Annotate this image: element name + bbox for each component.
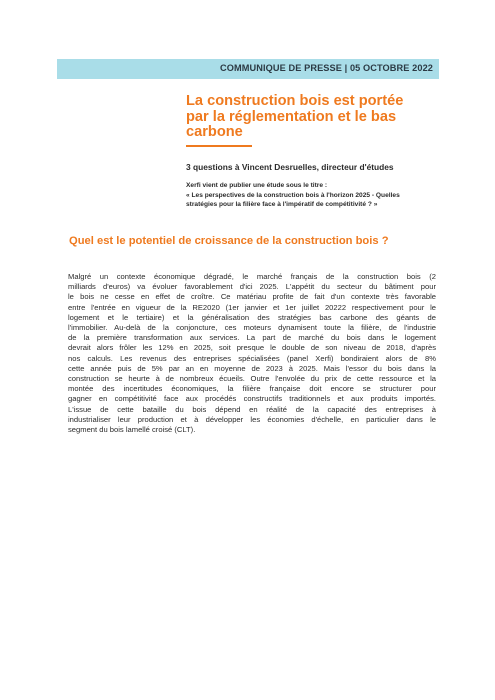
paragraph-line: industrialiser leur production et à développer les économies d'échelle, en particulier dans le bbox=[68, 414, 436, 424]
paragraph-line: L'issue de cette bataille du bois dépend en réalité de la capacité des entreprises à bbox=[68, 404, 436, 414]
paragraph-line: montée des incertitudes économiques, la filière française doit encore se structurer pour bbox=[68, 384, 436, 394]
paragraph-line: nos calculs. Les revenus des entreprises spécialisées (panel Xerfi) bondiraient alors de 8% bbox=[68, 353, 436, 363]
paragraph-line: Malgré un contexte économique dégradé, le marché français de la construction bois (2 bbox=[68, 272, 436, 281]
headline-line: carbone bbox=[186, 124, 243, 140]
question-heading: Quel est le potentiel de croissance de la construction bois ? bbox=[69, 235, 389, 247]
answer-paragraph bbox=[68, 272, 436, 435]
paragraph-line: segment du bois lamellé croisé (CLT). bbox=[68, 425, 196, 435]
paragraph-line: l'immobilier. Au-delà de la conjoncture, ces moteurs dynamisent toute la filière, de l'industrie bbox=[68, 323, 436, 333]
paragraph-line: de la première transformation aux services. La part de marché du bois dans le logement bbox=[68, 333, 436, 343]
intro-line: Xerfi vient de publier une étude sous le titre : bbox=[186, 182, 328, 189]
document-headline bbox=[186, 94, 436, 141]
interview-subheading: 3 questions à Vincent Desruelles, directeur d'études bbox=[186, 162, 394, 172]
paragraph-line: construction se heurte à de nombreux écueils. Outre l'envolée du prix de cette ressource et la bbox=[68, 374, 436, 384]
intro-line: « Les perspectives de la construction bois à l'horizon 2025 - Quelles bbox=[186, 191, 400, 199]
intro-line: stratégies pour la filière face à l'impératif de compétitivité ? » bbox=[186, 201, 378, 209]
paragraph-line: entre l'entrée en vigueur de la RE2020 (1er janvier et 1er juillet 20222 respectivement pour le bbox=[68, 302, 436, 312]
headline-line: par la réglementation et le bas bbox=[186, 108, 397, 125]
press-release-date-label: COMMUNIQUE DE PRESSE | 05 OCTOBRE 2022 bbox=[220, 63, 433, 73]
paragraph-line: gagner en compétitivité face aux procédés constructifs traditionnels et aux produits importés. bbox=[68, 394, 436, 404]
paragraph-line: logement et le tertiaire) et la généralisation des stratégies bas carbone des géants de bbox=[68, 312, 436, 322]
paragraph-line: milliards d'euros) va évoluer favorablement d'ici 2025. L'appétit du secteur du bâtiment pour bbox=[68, 282, 436, 292]
paragraph-line: cette année puis de 5% par an en moyenne de 2023 à 2025. Mais l'essor du bois dans la bbox=[68, 363, 436, 373]
headline-accent-rule bbox=[186, 145, 252, 147]
press-release-banner bbox=[57, 59, 439, 79]
headline-line: La construction bois est portée bbox=[186, 93, 404, 109]
paragraph-line: le bois ne cesse en effet de croître. Ce matériau profite de fait d'un contexte très favorable bbox=[68, 292, 436, 302]
paragraph-line: devrait alors frôler les 12% en 2025, soit presque le double de son niveau de 2018, d'après bbox=[68, 343, 436, 353]
study-intro bbox=[186, 181, 446, 210]
